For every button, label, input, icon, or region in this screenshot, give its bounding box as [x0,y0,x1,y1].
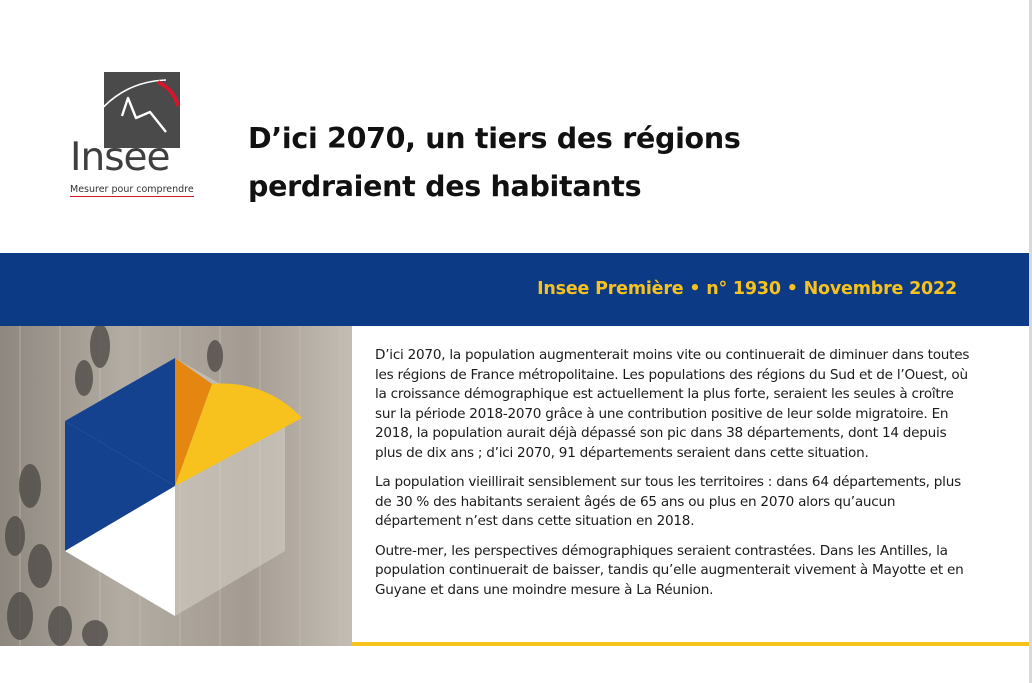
summary-paragraph-2: La population vieillirait sensiblement sur tous les territoires : dans 64 départements, plus de 30 % des habitants seraient âgés de 65 ans ou plus en 2070 alors qu’aucun département n’est dans cette situation en 2018. [375,474,961,529]
yellow-rule [352,642,1029,646]
summary-paragraph-3: Outre-mer, les perspectives démographiques seraient contrastées. Dans les Antilles, la population continuerait de baisser, tandis qu’elle augmenterait vivement à Mayotte et en Guyane et dans une moindre mesure à La Réunion. [375,542,964,598]
summary-text [375,346,975,610]
publication-band [0,253,1029,326]
logo-wordmark: Insee [70,135,170,180]
logo-tagline: Mesurer pour comprendre [70,184,194,195]
cover-photo [0,326,352,646]
summary-paragraph-1: D’ici 2070, la population augmenterait moins vite ou continuerait de diminuer dans toutes les régions de France métropolitaine. Les populations des régions du Sud et de l’Ouest, où la croissance démographique est actuellement la plus forte, seraient les seules à croître sur la période 2018-2070 grâce à une contribution positive de leur solde migratoire. En 2018, la population aurait déjà dépassé son pic dans 38 départements, dont 14 depuis plus de dix ans ; d’ici 2070, 91 départements seraient dans cette situation. [375,347,970,461]
cover-photo-graphic [0,326,352,646]
insee-logo[interactable] [70,72,194,200]
page-title: D’ici 2070, un tiers des régions perdraient des habitants [248,122,741,203]
publication-line: Insee Première • n° 1930 • Novembre 2022 [537,279,957,299]
